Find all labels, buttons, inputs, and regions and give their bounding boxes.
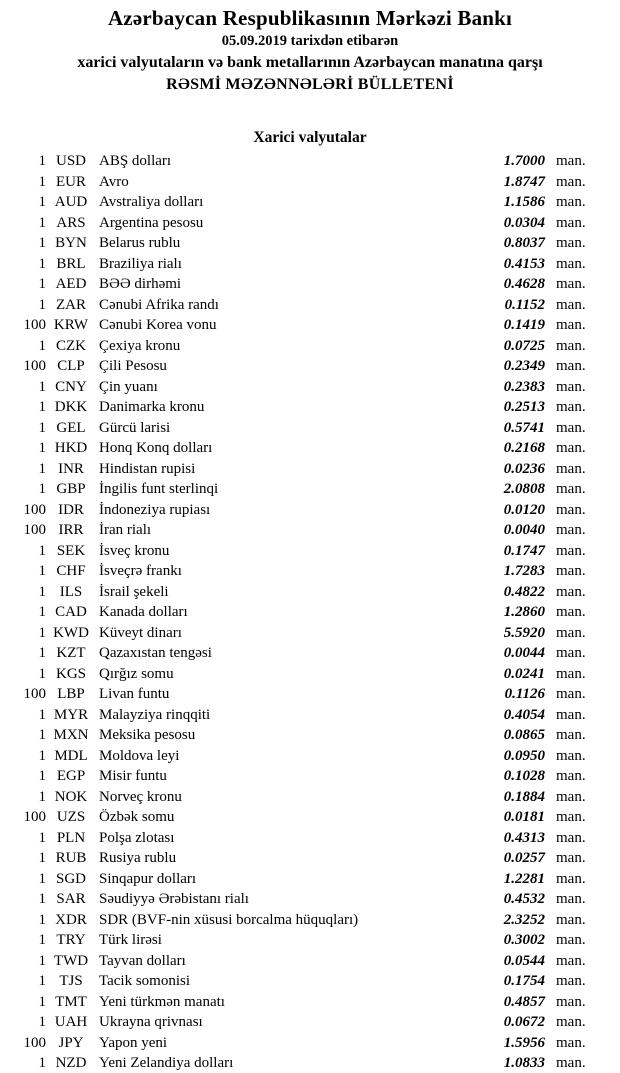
cell-rate-value: 0.0304 bbox=[503, 214, 545, 231]
cell-quantity: 1 bbox=[38, 952, 46, 969]
cell-currency-name: Yeni türkmən manatı bbox=[99, 993, 225, 1010]
cell-currency-name: Avstraliya dolları bbox=[99, 194, 204, 210]
cell-unit-label: man. bbox=[556, 809, 586, 825]
cell-rate-value: 0.0236 bbox=[503, 460, 545, 477]
table-row bbox=[0, 520, 620, 541]
cell-rate-value: 0.0950 bbox=[503, 747, 545, 764]
cell-quantity: 1 bbox=[38, 296, 46, 313]
cell-rate-value: 0.0725 bbox=[503, 337, 545, 354]
table-row bbox=[0, 418, 620, 439]
cell-currency-code: ILS bbox=[59, 583, 83, 600]
cell-quantity: 1 bbox=[38, 481, 46, 497]
cell-currency-code: TMT bbox=[55, 993, 87, 1010]
cell-unit-label: man. bbox=[556, 768, 586, 784]
cell-currency-code: TRY bbox=[56, 932, 86, 948]
cell-unit-label: man. bbox=[556, 255, 586, 272]
cell-currency-name: Özbək somu bbox=[99, 809, 175, 825]
cell-currency-name: SDR (BVF-nin xüsusi borcalma hüquqları) bbox=[99, 911, 359, 928]
cell-quantity: 1 bbox=[38, 173, 46, 190]
cell-unit-label: man. bbox=[556, 911, 586, 928]
table-row bbox=[0, 561, 620, 582]
cell-currency-code: KZT bbox=[56, 645, 86, 661]
cell-unit-label: man. bbox=[556, 891, 586, 907]
cell-unit-label: man. bbox=[556, 747, 586, 764]
cell-unit-label: man. bbox=[556, 686, 586, 702]
cell-rate-value: 0.0865 bbox=[503, 727, 545, 743]
cell-rate-value: 0.2168 bbox=[503, 440, 545, 456]
cell-currency-name: Avro bbox=[99, 173, 129, 190]
cell-unit-label: man. bbox=[556, 993, 586, 1010]
table-row bbox=[0, 500, 620, 521]
cell-currency-code: CZK bbox=[56, 337, 86, 354]
table-row bbox=[0, 192, 620, 213]
table-row bbox=[0, 295, 620, 316]
cell-unit-label: man. bbox=[556, 973, 586, 989]
table-row bbox=[0, 643, 620, 664]
table-row bbox=[0, 172, 620, 193]
cell-rate-value: 0.0241 bbox=[503, 665, 545, 682]
cell-currency-name: Hindistan rupisi bbox=[99, 460, 196, 477]
cell-currency-code: MYR bbox=[53, 706, 89, 723]
cell-currency-name: Küveyt dinarı bbox=[99, 624, 182, 641]
table-row bbox=[0, 828, 620, 849]
table-row bbox=[0, 807, 620, 828]
cell-rate-value: 0.4313 bbox=[503, 829, 545, 846]
cell-rate-value: 0.0040 bbox=[503, 522, 545, 538]
cell-rate-value: 0.4532 bbox=[503, 891, 545, 907]
table-row bbox=[0, 459, 620, 480]
table-row bbox=[0, 951, 620, 972]
table-row bbox=[0, 582, 620, 603]
cell-unit-label: man. bbox=[556, 481, 586, 497]
cell-currency-code: UZS bbox=[56, 809, 86, 825]
cell-currency-code: KWD bbox=[53, 624, 89, 641]
cell-currency-code: ZAR bbox=[56, 296, 86, 313]
table-row bbox=[0, 233, 620, 254]
cell-currency-name: Sinqapur dolları bbox=[99, 870, 197, 887]
cell-currency-name: Türk lirəsi bbox=[99, 932, 162, 948]
cell-currency-name: İngilis funt sterlinqi bbox=[99, 481, 219, 497]
cell-rate-value: 0.1884 bbox=[503, 788, 545, 805]
cell-rate-value: 0.4822 bbox=[503, 583, 545, 600]
cell-unit-label: man. bbox=[556, 952, 586, 969]
cell-currency-name: Moldova leyi bbox=[99, 747, 180, 764]
cell-quantity: 100 bbox=[23, 501, 46, 518]
cell-quantity: 1 bbox=[38, 419, 46, 436]
cell-currency-name: ABŞ dolları bbox=[99, 153, 172, 169]
cell-rate-value: 0.1419 bbox=[503, 317, 545, 333]
cell-rate-value: 0.1028 bbox=[503, 768, 545, 784]
cell-unit-label: man. bbox=[556, 583, 586, 600]
table-row bbox=[0, 725, 620, 746]
cell-unit-label: man. bbox=[556, 1014, 586, 1030]
cell-currency-code: CNY bbox=[55, 378, 87, 395]
cell-currency-code: SGD bbox=[55, 870, 86, 887]
table-row bbox=[0, 151, 620, 172]
cell-rate-value: 0.0257 bbox=[503, 850, 545, 866]
cell-currency-name: İsveç kronu bbox=[99, 542, 170, 559]
cell-rate-value: 0.4628 bbox=[503, 276, 545, 292]
table-row bbox=[0, 438, 620, 459]
table-row bbox=[0, 992, 620, 1013]
table-row bbox=[0, 889, 620, 910]
cell-currency-code: HKD bbox=[54, 440, 88, 456]
cell-currency-code: UAH bbox=[54, 1014, 88, 1030]
cell-rate-value: 0.2513 bbox=[503, 399, 545, 415]
cell-currency-code: NZD bbox=[55, 1055, 87, 1071]
cell-currency-code: JPY bbox=[58, 1034, 84, 1051]
cell-currency-name: Braziliya rialı bbox=[99, 255, 182, 272]
cell-rate-value: 0.0044 bbox=[503, 645, 545, 661]
cell-rate-value: 0.4153 bbox=[503, 255, 545, 272]
cell-currency-name: Çili Pesosu bbox=[99, 358, 167, 374]
cell-quantity: 1 bbox=[38, 255, 46, 272]
cell-quantity: 1 bbox=[38, 788, 46, 805]
cell-unit-label: man. bbox=[556, 1055, 586, 1071]
cell-quantity: 1 bbox=[38, 1014, 46, 1030]
table-row bbox=[0, 254, 620, 275]
cell-currency-name: Çin yuanı bbox=[99, 378, 158, 395]
cell-unit-label: man. bbox=[556, 276, 586, 292]
cell-unit-label: man. bbox=[556, 706, 586, 723]
cell-unit-label: man. bbox=[556, 932, 586, 948]
cell-rate-value: 0.3002 bbox=[503, 932, 545, 948]
cell-currency-name: Çexiya kronu bbox=[99, 337, 181, 354]
table-row bbox=[0, 336, 620, 357]
cell-currency-code: PLN bbox=[56, 829, 86, 846]
cell-rate-value: 1.8747 bbox=[503, 173, 545, 190]
bulletin-title: RƏSMİ MƏZƏNNƏLƏRİ BÜLLETENİ bbox=[166, 76, 454, 93]
section-title-foreign-currencies: Xarici valyutalar bbox=[253, 129, 367, 146]
rates-table bbox=[0, 151, 620, 1073]
cell-quantity: 1 bbox=[38, 440, 46, 456]
cell-quantity: 1 bbox=[38, 747, 46, 764]
cell-currency-name: Ukrayna qrivnası bbox=[99, 1014, 203, 1030]
table-row bbox=[0, 971, 620, 992]
cell-rate-value: 0.1754 bbox=[503, 973, 545, 989]
cell-quantity: 1 bbox=[38, 624, 46, 641]
cell-quantity: 1 bbox=[38, 645, 46, 661]
cell-currency-code: SEK bbox=[56, 542, 86, 559]
cell-quantity: 1 bbox=[38, 932, 46, 948]
cell-quantity: 1 bbox=[38, 604, 46, 620]
cell-currency-name: Livan funtu bbox=[99, 686, 170, 702]
cell-unit-label: man. bbox=[556, 829, 586, 846]
cell-currency-name: Honq Konq dolları bbox=[99, 440, 213, 456]
cell-unit-label: man. bbox=[556, 850, 586, 866]
cell-quantity: 1 bbox=[38, 276, 46, 292]
cell-currency-code: CHF bbox=[56, 563, 86, 579]
table-row bbox=[0, 1012, 620, 1033]
cell-quantity: 1 bbox=[38, 460, 46, 477]
cell-currency-name: Qazaxıstan tengəsi bbox=[99, 645, 212, 661]
cell-rate-value: 0.8037 bbox=[503, 235, 545, 251]
cell-rate-value: 2.0808 bbox=[503, 481, 545, 497]
cell-currency-code: GBP bbox=[56, 481, 86, 497]
cell-currency-code: USD bbox=[55, 153, 86, 169]
cell-rate-value: 0.2349 bbox=[503, 358, 545, 374]
cell-unit-label: man. bbox=[556, 501, 586, 518]
cell-quantity: 1 bbox=[38, 891, 46, 907]
cell-quantity: 1 bbox=[38, 911, 46, 928]
cell-quantity: 1 bbox=[38, 235, 46, 251]
cell-rate-value: 1.7283 bbox=[503, 563, 545, 579]
cell-unit-label: man. bbox=[556, 378, 586, 395]
cell-quantity: 1 bbox=[38, 1055, 46, 1071]
cell-rate-value: 0.5741 bbox=[503, 419, 545, 436]
cell-rate-value: 1.1586 bbox=[503, 194, 545, 210]
cell-rate-value: 0.0672 bbox=[503, 1014, 545, 1030]
cell-quantity: 100 bbox=[23, 317, 46, 333]
table-row bbox=[0, 377, 620, 398]
cell-quantity: 1 bbox=[38, 829, 46, 846]
cell-currency-name: İran rialı bbox=[99, 522, 152, 538]
cell-currency-name: Cənubi Korea vonu bbox=[99, 317, 217, 333]
cell-quantity: 1 bbox=[38, 727, 46, 743]
table-row bbox=[0, 623, 620, 644]
cell-unit-label: man. bbox=[556, 317, 586, 333]
cell-currency-code: RUB bbox=[55, 850, 87, 866]
cell-currency-name: Kanada dolları bbox=[99, 604, 188, 620]
cell-currency-code: TWD bbox=[53, 952, 89, 969]
cell-currency-name: Meksika pesosu bbox=[99, 727, 196, 743]
cell-quantity: 1 bbox=[38, 563, 46, 579]
table-row bbox=[0, 274, 620, 295]
cell-quantity: 1 bbox=[38, 973, 46, 989]
table-row bbox=[0, 397, 620, 418]
cell-currency-name: Tayvan dolları bbox=[99, 952, 186, 969]
cell-currency-name: Polşa zlotası bbox=[99, 829, 175, 846]
cell-quantity: 1 bbox=[38, 768, 46, 784]
cell-currency-name: İsveçrə frankı bbox=[99, 563, 182, 579]
cell-currency-code: AED bbox=[55, 276, 87, 292]
cell-currency-name: Yeni Zelandiya dolları bbox=[99, 1055, 234, 1071]
cell-currency-name: Argentina pesosu bbox=[99, 214, 204, 231]
cell-currency-code: DKK bbox=[54, 399, 88, 415]
cell-rate-value: 1.7000 bbox=[503, 153, 545, 169]
cell-unit-label: man. bbox=[556, 460, 586, 477]
cell-currency-code: BRL bbox=[56, 255, 86, 272]
cell-currency-code: EGP bbox=[56, 768, 86, 784]
cell-unit-label: man. bbox=[556, 645, 586, 661]
cell-rate-value: 5.5920 bbox=[503, 624, 545, 641]
cell-quantity: 1 bbox=[38, 706, 46, 723]
cell-unit-label: man. bbox=[556, 296, 586, 313]
cell-rate-value: 0.4054 bbox=[503, 706, 545, 723]
table-row bbox=[0, 315, 620, 336]
cell-rate-value: 1.0833 bbox=[503, 1055, 545, 1071]
cell-quantity: 100 bbox=[23, 809, 46, 825]
cell-currency-code: BYN bbox=[55, 235, 87, 251]
cell-quantity: 100 bbox=[23, 358, 46, 374]
table-row bbox=[0, 1053, 620, 1073]
cell-currency-name: Səudiyyə Ərəbistanı rialı bbox=[99, 891, 249, 907]
cell-rate-value: 1.2860 bbox=[503, 604, 545, 620]
cell-currency-code: MXN bbox=[53, 727, 89, 743]
cell-currency-name: Norveç kronu bbox=[99, 788, 182, 805]
cell-unit-label: man. bbox=[556, 788, 586, 805]
bulletin-subtitle: xarici valyutaların və bank metallarının Azərbaycan manatına qarşı bbox=[77, 54, 543, 71]
cell-quantity: 1 bbox=[38, 399, 46, 415]
cell-currency-code: TJS bbox=[59, 973, 83, 989]
cell-currency-code: LBP bbox=[57, 686, 85, 702]
cell-currency-code: CAD bbox=[55, 604, 87, 620]
table-row bbox=[0, 479, 620, 500]
cell-rate-value: 0.4857 bbox=[503, 993, 545, 1010]
cell-quantity: 1 bbox=[38, 214, 46, 231]
cell-unit-label: man. bbox=[556, 358, 586, 374]
table-row bbox=[0, 664, 620, 685]
cell-quantity: 1 bbox=[38, 378, 46, 395]
table-row bbox=[0, 602, 620, 623]
cell-currency-name: Gürcü larisi bbox=[99, 419, 171, 436]
cell-rate-value: 0.1747 bbox=[503, 542, 545, 559]
table-row bbox=[0, 930, 620, 951]
cell-quantity: 1 bbox=[38, 153, 46, 169]
table-row bbox=[0, 910, 620, 931]
cell-quantity: 100 bbox=[23, 686, 46, 702]
cell-quantity: 100 bbox=[23, 1034, 46, 1051]
cell-rate-value: 0.1126 bbox=[504, 686, 545, 702]
cell-rate-value: 1.2281 bbox=[503, 870, 545, 887]
cell-unit-label: man. bbox=[556, 235, 586, 251]
table-row bbox=[0, 766, 620, 787]
cell-rate-value: 1.5956 bbox=[503, 1034, 545, 1051]
table-row bbox=[0, 541, 620, 562]
cell-quantity: 1 bbox=[38, 583, 46, 600]
cell-unit-label: man. bbox=[556, 522, 586, 538]
cell-currency-name: Danimarka kronu bbox=[99, 399, 205, 415]
table-row bbox=[0, 869, 620, 890]
cell-quantity: 100 bbox=[23, 522, 46, 538]
cell-rate-value: 0.1152 bbox=[504, 296, 545, 313]
cell-currency-code: AUD bbox=[54, 194, 88, 210]
cell-rate-value: 0.2383 bbox=[503, 378, 545, 395]
cell-currency-name: Tacik somonisi bbox=[99, 973, 191, 989]
cell-currency-code: ARS bbox=[56, 214, 86, 231]
cell-quantity: 1 bbox=[38, 850, 46, 866]
cell-unit-label: man. bbox=[556, 542, 586, 559]
table-row bbox=[0, 684, 620, 705]
cell-currency-name: BƏƏ dirhəmi bbox=[99, 276, 182, 292]
cell-currency-code: KGS bbox=[55, 665, 86, 682]
cell-quantity: 1 bbox=[38, 665, 46, 682]
cell-quantity: 1 bbox=[38, 194, 46, 210]
cell-quantity: 1 bbox=[38, 993, 46, 1010]
cell-unit-label: man. bbox=[556, 214, 586, 231]
cell-currency-code: IRR bbox=[58, 522, 84, 538]
cell-currency-name: Qırğız somu bbox=[99, 665, 174, 682]
table-row bbox=[0, 356, 620, 377]
cell-currency-code: KRW bbox=[53, 317, 89, 333]
cell-unit-label: man. bbox=[556, 604, 586, 620]
cell-currency-name: Misir funtu bbox=[99, 768, 167, 784]
cell-currency-code: XDR bbox=[55, 911, 87, 928]
bulletin-header bbox=[0, 0, 620, 96]
table-row bbox=[0, 213, 620, 234]
cell-currency-name: Yapon yeni bbox=[99, 1034, 168, 1051]
cell-currency-code: EUR bbox=[56, 173, 86, 190]
cell-currency-name: Malayziya rinqqiti bbox=[99, 706, 211, 723]
cell-currency-code: NOK bbox=[54, 788, 88, 805]
cell-currency-name: İsrail şekeli bbox=[99, 583, 169, 600]
cell-unit-label: man. bbox=[556, 399, 586, 415]
cell-rate-value: 0.0544 bbox=[503, 952, 545, 969]
cell-rate-value: 0.0181 bbox=[503, 809, 545, 825]
table-row bbox=[0, 746, 620, 767]
cell-currency-code: IDR bbox=[58, 501, 84, 518]
effective-date: 05.09.2019 tarixdən etibarən bbox=[221, 33, 399, 49]
cell-currency-code: INR bbox=[58, 460, 84, 477]
cell-unit-label: man. bbox=[556, 419, 586, 436]
bank-title: Azərbaycan Respublikasının Mərkəzi Bankı bbox=[107, 6, 513, 30]
cell-unit-label: man. bbox=[556, 194, 586, 210]
cell-currency-code: GEL bbox=[56, 419, 86, 436]
cell-currency-code: SAR bbox=[56, 891, 86, 907]
cell-unit-label: man. bbox=[556, 727, 586, 743]
cell-currency-name: Cənubi Afrika randı bbox=[99, 296, 219, 313]
cell-quantity: 1 bbox=[38, 870, 46, 887]
cell-unit-label: man. bbox=[556, 337, 586, 354]
cell-unit-label: man. bbox=[556, 563, 586, 579]
cell-unit-label: man. bbox=[556, 624, 586, 641]
cell-quantity: 1 bbox=[38, 337, 46, 354]
cell-unit-label: man. bbox=[556, 870, 586, 887]
cell-currency-name: İndoneziya rupiası bbox=[99, 501, 211, 518]
table-row bbox=[0, 848, 620, 869]
cell-rate-value: 2.3252 bbox=[503, 911, 545, 928]
cell-currency-name: Belarus rublu bbox=[99, 235, 181, 251]
cell-unit-label: man. bbox=[556, 173, 586, 190]
table-row bbox=[0, 705, 620, 726]
cell-unit-label: man. bbox=[556, 153, 586, 169]
cell-currency-name: Rusiya rublu bbox=[99, 850, 177, 866]
cell-currency-code: CLP bbox=[57, 358, 85, 374]
cell-unit-label: man. bbox=[556, 440, 586, 456]
table-row bbox=[0, 1033, 620, 1054]
cell-quantity: 1 bbox=[38, 542, 46, 559]
cell-unit-label: man. bbox=[556, 665, 586, 682]
table-row bbox=[0, 787, 620, 808]
cell-unit-label: man. bbox=[556, 1034, 586, 1051]
cell-currency-code: MDL bbox=[54, 747, 88, 764]
cell-rate-value: 0.0120 bbox=[503, 501, 545, 518]
